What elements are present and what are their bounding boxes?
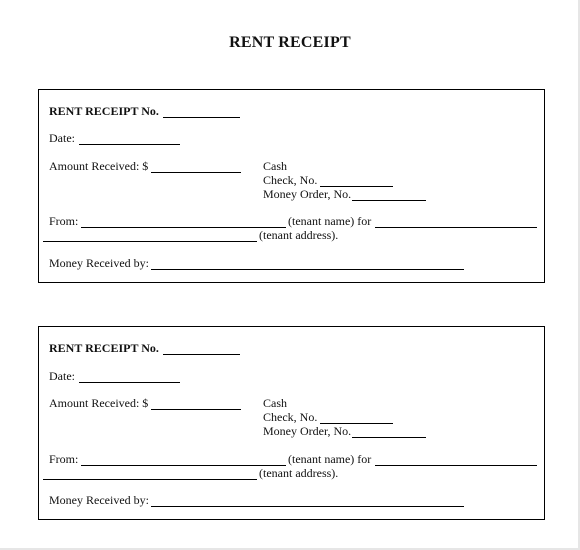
amount-received-label: Amount Received: $ [49,396,149,410]
payment-method-money-order: Money Order, No. [263,187,352,201]
from-label: From: [49,452,79,466]
amount-field[interactable] [151,409,241,410]
money-order-number-field[interactable] [352,437,426,438]
tenant-address-label: (tenant address). [259,228,339,242]
page-title: RENT RECEIPT [229,34,351,51]
receipt-heading: RENT RECEIPT No. [49,341,159,355]
money-received-by-label: Money Received by: [49,493,149,507]
rent-for-field[interactable] [375,465,537,466]
amount-received-label: Amount Received: $ [49,159,149,173]
rent-receipt-form-2 [38,326,545,520]
date-label: Date: [49,369,75,383]
amount-field[interactable] [151,172,241,173]
money-received-by-label: Money Received by: [49,256,149,270]
tenant-name-label: (tenant name) for [288,214,372,228]
rent-receipt-form-1 [38,89,545,283]
date-label: Date: [49,131,75,145]
date-field[interactable] [79,382,180,383]
receipt-number-field[interactable] [163,354,240,355]
tenant-address-label: (tenant address). [259,466,339,480]
payment-method-check: Check, No. [263,173,318,187]
money-received-by-field[interactable] [151,506,464,507]
receipt-number-field[interactable] [163,117,240,118]
from-label: From: [49,214,79,228]
tenant-name-field[interactable] [81,465,286,466]
payment-method-cash: Cash [263,159,287,173]
rent-for-field[interactable] [375,227,537,228]
payment-method-check: Check, No. [263,410,318,424]
money-order-number-field[interactable] [352,200,426,201]
receipt-heading: RENT RECEIPT No. [49,104,159,118]
tenant-address-field[interactable] [43,479,257,480]
money-received-by-field[interactable] [151,269,464,270]
payment-method-money-order: Money Order, No. [263,424,352,438]
tenant-name-label: (tenant name) for [288,452,372,466]
tenant-address-field[interactable] [43,241,257,242]
date-field[interactable] [79,144,180,145]
payment-method-cash: Cash [263,396,287,410]
tenant-name-field[interactable] [81,227,286,228]
